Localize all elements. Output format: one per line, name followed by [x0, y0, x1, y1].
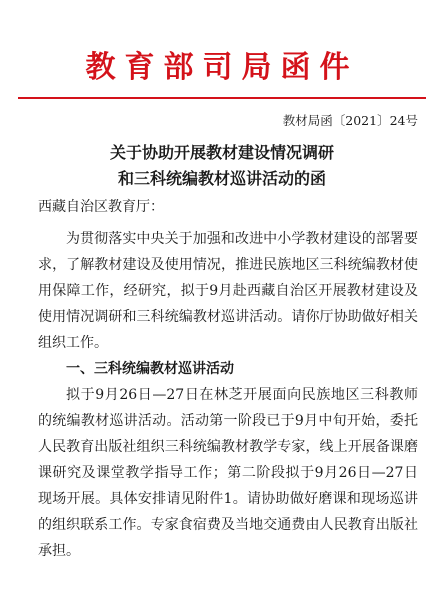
section-paragraph: 拟于9月26日—27日在林芝开展面向民族地区三科教师的统编教材巡讲活动。活动第一阶段已于9月中旬开始，委托人民教育出版社组织三科统编教材教学专家，线上开展备课磨课研究及课堂教学指导工作；第二阶段拟于9月26日—27日现场开展。具体安排请见附件1。请协助做好磨课和现场巡讲的组织联系工作。专家食宿费及当地交通费由人民教育出版社承担。	[38, 387, 418, 559]
document-title	[0, 140, 444, 192]
letter-body	[38, 226, 418, 564]
section-heading: 一、三科统编教材巡讲活动	[66, 361, 234, 377]
letterhead-title: 教育部司局函件	[85, 50, 359, 85]
title-line-2: 和三科统编教材巡讲活动的函	[117, 169, 326, 188]
letterhead-red-rule	[18, 97, 426, 99]
document-number: 教材局函〔2021〕24号	[282, 113, 418, 128]
title-line-1: 关于协助开展教材建设情况调研	[109, 143, 334, 162]
intro-paragraph: 为贯彻落实中央关于加强和改进中小学教材建设的部署要求，了解教材建设及使用情况，推进民族地区三科统编教材使用保障工作，经研究，拟于9月赴西藏自治区开展教材建设及使用情况调研和三科统编教材巡讲活动。请你厅协助做好相关组织工作。	[38, 231, 418, 351]
addressee: 西藏自治区教育厅：	[38, 199, 164, 215]
